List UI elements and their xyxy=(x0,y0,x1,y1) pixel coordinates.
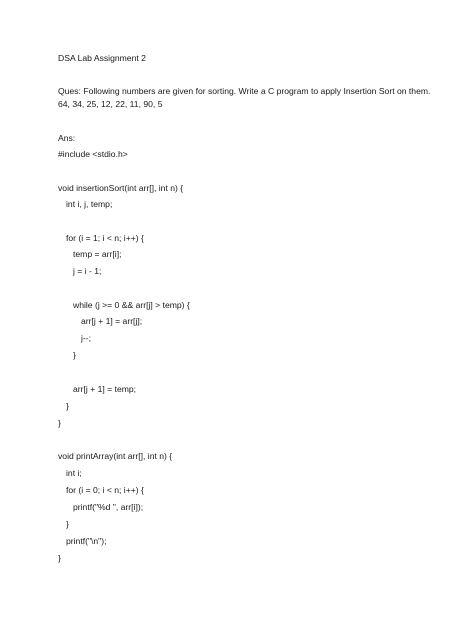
code-line: int i, j, temp; xyxy=(66,199,113,209)
code-line: void printArray(int arr[], int n) { xyxy=(58,451,173,461)
code-line: int i; xyxy=(66,468,82,478)
code-line: } xyxy=(66,401,69,411)
code-line: #include <stdio.h> xyxy=(58,149,128,159)
code-line: } xyxy=(58,553,61,563)
code-line: } xyxy=(66,519,69,529)
code-line: printf("%d ", arr[i]); xyxy=(73,502,144,512)
code-line: j--; xyxy=(81,333,92,343)
question-text: Ques: Following numbers are given for sorting. Write a C program to apply Insertion Sort on them. xyxy=(58,86,431,96)
code-line: temp = arr[i]; xyxy=(73,249,122,259)
code-line: arr[j + 1] = temp; xyxy=(73,384,137,394)
question-numbers: 64, 34, 25, 12, 22, 11, 90, 5 xyxy=(58,99,163,109)
code-line: j = i - 1; xyxy=(73,266,102,276)
code-line: for (i = 0; i < n; i++) { xyxy=(66,485,144,495)
answer-label: Ans: xyxy=(58,133,76,143)
code-line: } xyxy=(73,350,76,360)
code-line: printf("\n"); xyxy=(66,536,107,546)
code-line: arr[j + 1] = arr[j]; xyxy=(81,316,143,326)
code-line: void insertionSort(int arr[], int n) { xyxy=(58,183,184,193)
code-line: for (i = 1; i < n; i++) { xyxy=(66,233,144,243)
document-title: DSA Lab Assignment 2 xyxy=(58,53,146,63)
code-line: } xyxy=(58,418,61,428)
code-line: while (j >= 0 && arr[j] > temp) { xyxy=(73,300,190,310)
